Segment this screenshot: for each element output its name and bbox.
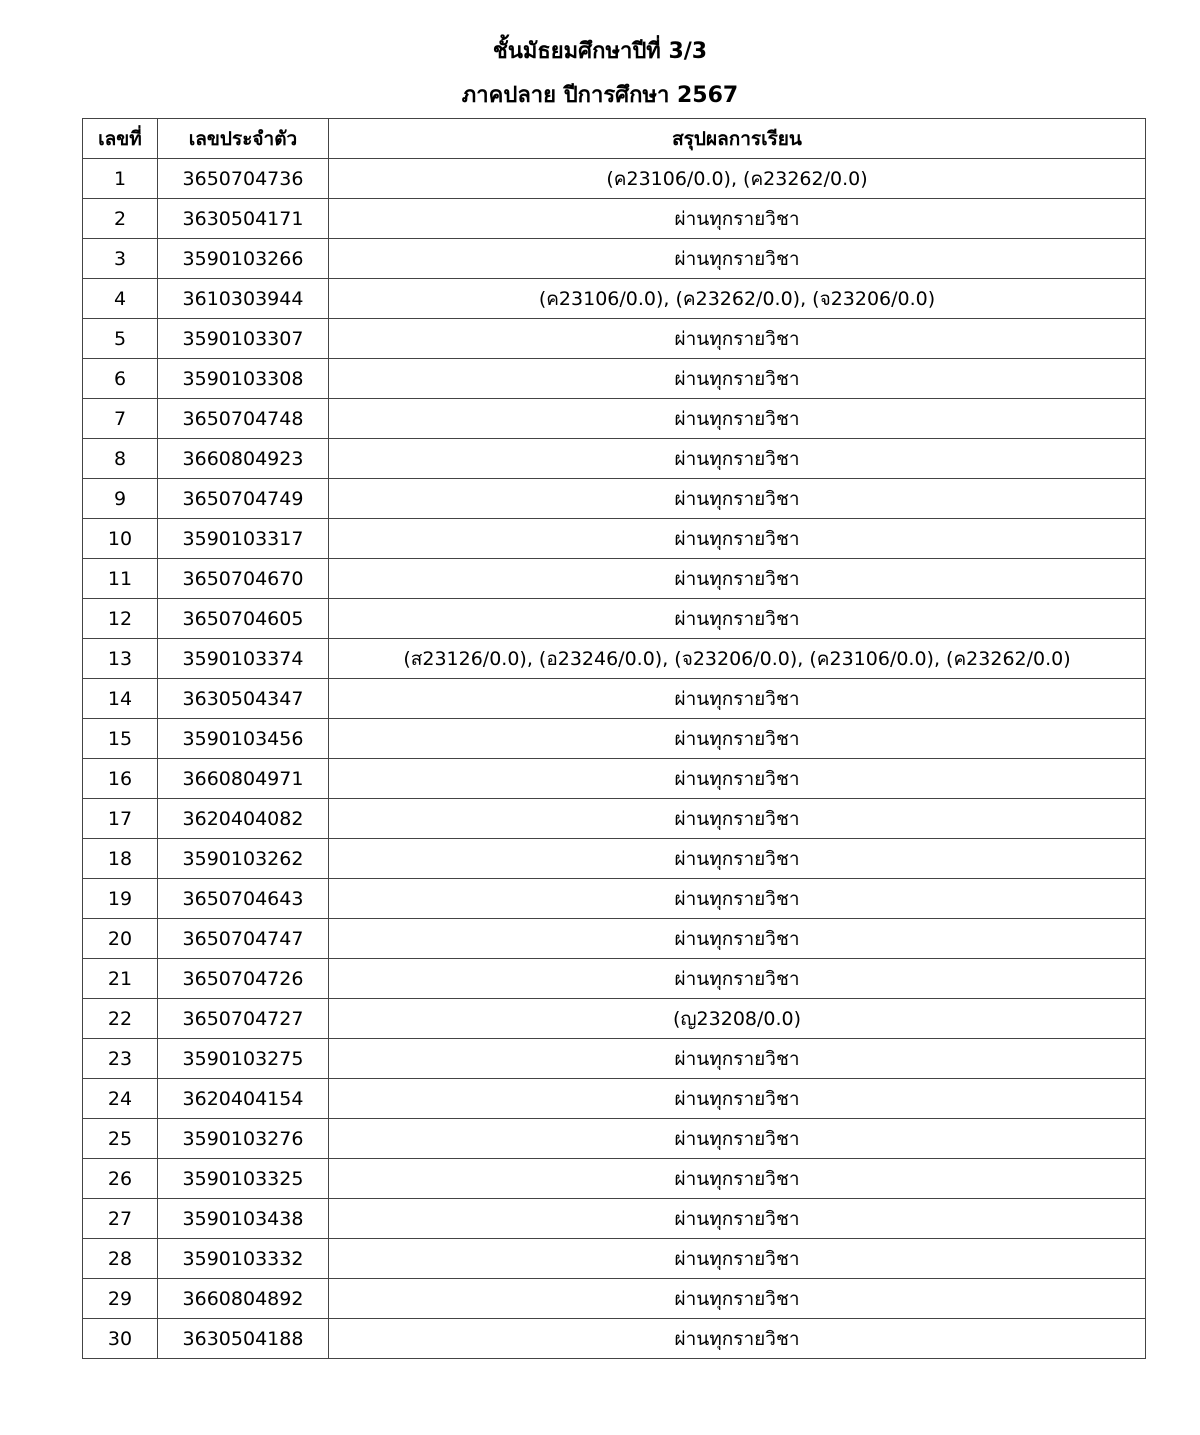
cell-result: ผ่านทุกรายวิชา: [329, 919, 1146, 959]
cell-result: ผ่านทุกรายวิชา: [329, 559, 1146, 599]
cell-number: 25: [83, 1119, 158, 1159]
cell-student-id: 3590103307: [158, 319, 329, 359]
table-row: [83, 679, 1146, 719]
column-header-result: สรุปผลการเรียน: [329, 119, 1146, 159]
table-row: [83, 1199, 1146, 1239]
table-row: [83, 799, 1146, 839]
cell-result: ผ่านทุกรายวิชา: [329, 519, 1146, 559]
table-body: [83, 159, 1146, 1359]
table-row: [83, 1119, 1146, 1159]
cell-number: 12: [83, 599, 158, 639]
cell-number: 7: [83, 399, 158, 439]
cell-result: (ค23106/0.0), (ค23262/0.0), (จ23206/0.0): [329, 279, 1146, 319]
table-row: [83, 719, 1146, 759]
cell-student-id: 3650704747: [158, 919, 329, 959]
cell-student-id: 3590103308: [158, 359, 329, 399]
cell-result: ผ่านทุกรายวิชา: [329, 1079, 1146, 1119]
cell-number: 30: [83, 1319, 158, 1359]
table-row: [83, 639, 1146, 679]
table-row: [83, 1239, 1146, 1279]
cell-result: ผ่านทุกรายวิชา: [329, 319, 1146, 359]
table-row: [83, 1279, 1146, 1319]
table-row: [83, 559, 1146, 599]
table-row: [83, 999, 1146, 1039]
cell-number: 17: [83, 799, 158, 839]
cell-result: ผ่านทุกรายวิชา: [329, 1039, 1146, 1079]
cell-number: 21: [83, 959, 158, 999]
cell-student-id: 3650704726: [158, 959, 329, 999]
table-row: [83, 959, 1146, 999]
cell-number: 18: [83, 839, 158, 879]
column-header-student-id: เลขประจำตัว: [158, 119, 329, 159]
cell-number: 8: [83, 439, 158, 479]
table-row: [83, 839, 1146, 879]
cell-number: 14: [83, 679, 158, 719]
cell-number: 2: [83, 199, 158, 239]
cell-student-id: 3660804923: [158, 439, 329, 479]
cell-number: 27: [83, 1199, 158, 1239]
table-row: [83, 759, 1146, 799]
cell-number: 11: [83, 559, 158, 599]
cell-result: ผ่านทุกรายวิชา: [329, 959, 1146, 999]
cell-result: ผ่านทุกรายวิชา: [329, 1119, 1146, 1159]
cell-result: (ส23126/0.0), (อ23246/0.0), (จ23206/0.0), (ค23106/0.0), (ค23262/0.0): [329, 639, 1146, 679]
cell-result: ผ่านทุกรายวิชา: [329, 359, 1146, 399]
cell-result: ผ่านทุกรายวิชา: [329, 1199, 1146, 1239]
page-subtitle: ภาคปลาย ปีการศึกษา 2567: [461, 83, 739, 108]
table-row: [83, 1039, 1146, 1079]
table-row: [83, 159, 1146, 199]
cell-student-id: 3610303944: [158, 279, 329, 319]
cell-student-id: 3660804971: [158, 759, 329, 799]
cell-student-id: 3590103438: [158, 1199, 329, 1239]
cell-number: 13: [83, 639, 158, 679]
cell-result: ผ่านทุกรายวิชา: [329, 719, 1146, 759]
table-row: [83, 399, 1146, 439]
cell-result: ผ่านทุกรายวิชา: [329, 679, 1146, 719]
cell-student-id: 3590103262: [158, 839, 329, 879]
cell-student-id: 3620404154: [158, 1079, 329, 1119]
table-row: [83, 519, 1146, 559]
cell-number: 20: [83, 919, 158, 959]
cell-student-id: 3650704748: [158, 399, 329, 439]
cell-number: 24: [83, 1079, 158, 1119]
cell-number: 1: [83, 159, 158, 199]
cell-number: 9: [83, 479, 158, 519]
cell-result: ผ่านทุกรายวิชา: [329, 1279, 1146, 1319]
table-row: [83, 199, 1146, 239]
results-table: [82, 118, 1146, 1359]
cell-number: 22: [83, 999, 158, 1039]
cell-number: 26: [83, 1159, 158, 1199]
table-row: [83, 919, 1146, 959]
cell-student-id: 3590103317: [158, 519, 329, 559]
cell-student-id: 3630504188: [158, 1319, 329, 1359]
cell-number: 29: [83, 1279, 158, 1319]
cell-result: ผ่านทุกรายวิชา: [329, 239, 1146, 279]
cell-student-id: 3590103374: [158, 639, 329, 679]
page-title: ชั้นมัธยมศึกษาปีที่ 3/3: [492, 39, 708, 64]
table-row: [83, 1159, 1146, 1199]
cell-student-id: 3630504171: [158, 199, 329, 239]
cell-student-id: 3590103276: [158, 1119, 329, 1159]
cell-number: 3: [83, 239, 158, 279]
cell-student-id: 3590103266: [158, 239, 329, 279]
cell-student-id: 3650704727: [158, 999, 329, 1039]
cell-result: ผ่านทุกรายวิชา: [329, 1319, 1146, 1359]
cell-result: ผ่านทุกรายวิชา: [329, 799, 1146, 839]
cell-student-id: 3650704605: [158, 599, 329, 639]
title-block: [0, 36, 1200, 112]
table-row: [83, 439, 1146, 479]
table-row: [83, 1079, 1146, 1119]
cell-result: ผ่านทุกรายวิชา: [329, 199, 1146, 239]
cell-student-id: 3650704749: [158, 479, 329, 519]
cell-result: ผ่านทุกรายวิชา: [329, 839, 1146, 879]
cell-student-id: 3650704736: [158, 159, 329, 199]
cell-result: ผ่านทุกรายวิชา: [329, 759, 1146, 799]
cell-student-id: 3590103332: [158, 1239, 329, 1279]
cell-student-id: 3650704643: [158, 879, 329, 919]
cell-result: (ญ23208/0.0): [329, 999, 1146, 1039]
cell-number: 19: [83, 879, 158, 919]
cell-result: ผ่านทุกรายวิชา: [329, 439, 1146, 479]
table-row: [83, 1319, 1146, 1359]
table-header-row: [83, 119, 1146, 159]
cell-number: 23: [83, 1039, 158, 1079]
cell-result: ผ่านทุกรายวิชา: [329, 479, 1146, 519]
cell-number: 16: [83, 759, 158, 799]
cell-number: 10: [83, 519, 158, 559]
cell-result: ผ่านทุกรายวิชา: [329, 599, 1146, 639]
cell-student-id: 3630504347: [158, 679, 329, 719]
cell-number: 6: [83, 359, 158, 399]
table-row: [83, 359, 1146, 399]
table-row: [83, 319, 1146, 359]
cell-student-id: 3650704670: [158, 559, 329, 599]
table-row: [83, 479, 1146, 519]
cell-number: 28: [83, 1239, 158, 1279]
cell-number: 5: [83, 319, 158, 359]
cell-student-id: 3660804892: [158, 1279, 329, 1319]
cell-result: ผ่านทุกรายวิชา: [329, 1159, 1146, 1199]
table-row: [83, 279, 1146, 319]
table-row: [83, 879, 1146, 919]
cell-result: ผ่านทุกรายวิชา: [329, 879, 1146, 919]
cell-student-id: 3620404082: [158, 799, 329, 839]
table-row: [83, 239, 1146, 279]
cell-number: 15: [83, 719, 158, 759]
table-row: [83, 599, 1146, 639]
cell-result: ผ่านทุกรายวิชา: [329, 399, 1146, 439]
cell-student-id: 3590103275: [158, 1039, 329, 1079]
column-header-number: เลขที่: [83, 119, 158, 159]
cell-student-id: 3590103456: [158, 719, 329, 759]
cell-student-id: 3590103325: [158, 1159, 329, 1199]
cell-result: ผ่านทุกรายวิชา: [329, 1239, 1146, 1279]
cell-result: (ค23106/0.0), (ค23262/0.0): [329, 159, 1146, 199]
cell-number: 4: [83, 279, 158, 319]
